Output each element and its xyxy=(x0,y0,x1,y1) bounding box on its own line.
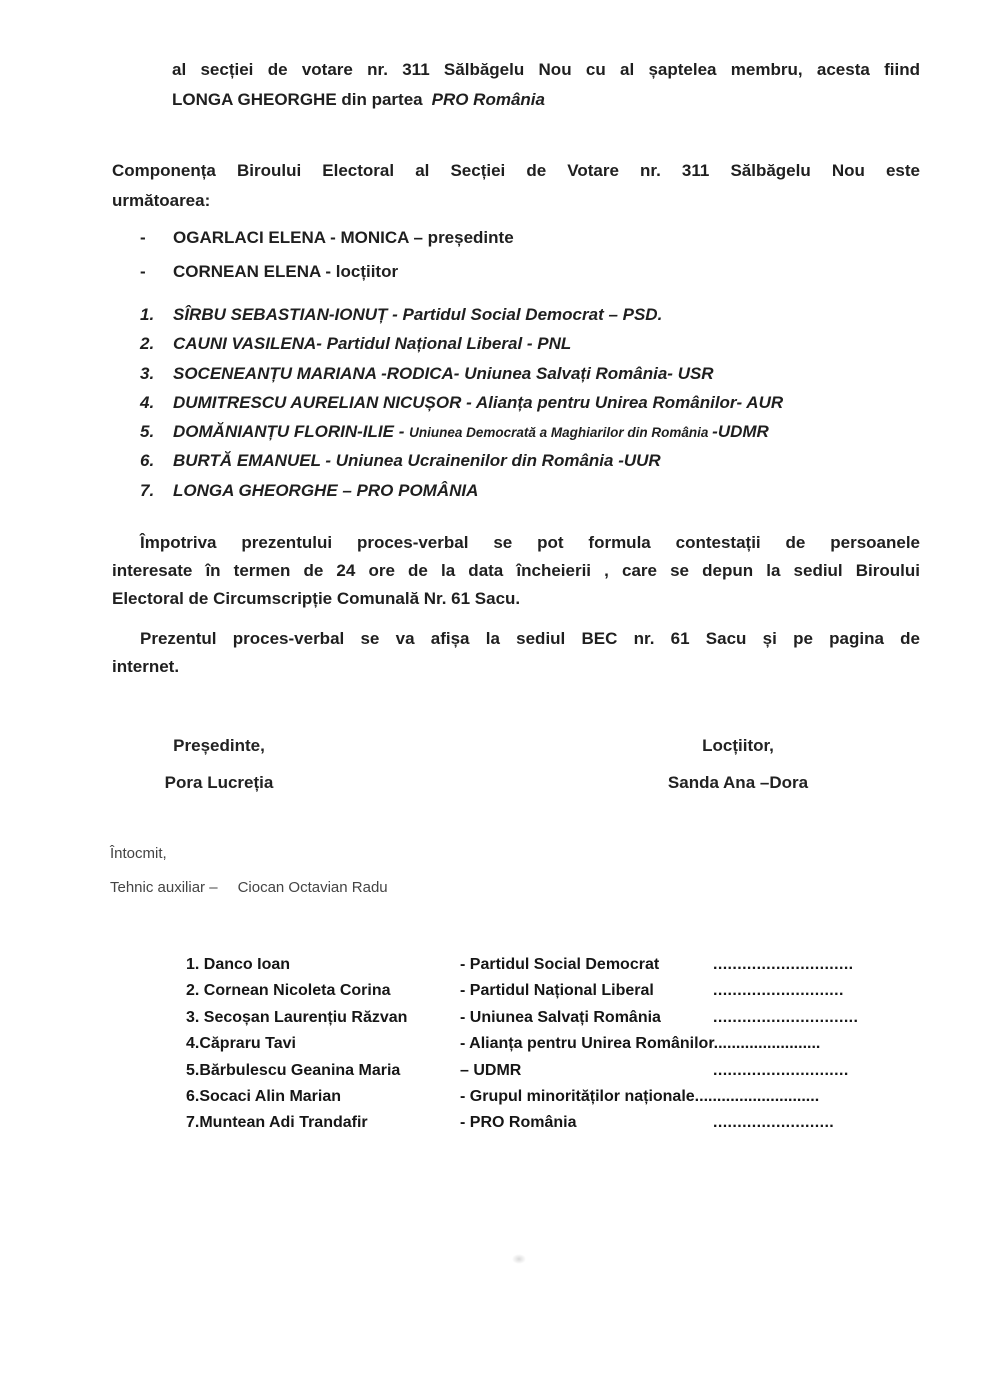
prepared-row xyxy=(110,879,388,896)
display-notice-line-2: internet. xyxy=(112,657,180,676)
attendee-row xyxy=(186,1110,890,1136)
attendee-row xyxy=(186,1058,890,1084)
intro-line-2 xyxy=(172,85,545,115)
member-number: 3. xyxy=(140,363,155,383)
member-text: DOMĂNIANȚU FLORIN-ILIE - xyxy=(173,422,410,442)
contestation-line-3: Electoral de Circumscripție Comunală Nr. 61 Sacu. xyxy=(112,589,521,608)
attendee-row xyxy=(186,952,890,978)
dash-bullet: - xyxy=(140,262,146,281)
official-row-president xyxy=(140,223,514,253)
official-text: OGARLACI ELENA - MONICA – președinte xyxy=(173,228,514,247)
signature-dots: ......................... xyxy=(713,1114,835,1132)
member-row xyxy=(140,301,950,330)
composition-heading-line-1: Componența Biroului Electoral al Secției de Votare nr. 311 Sălbăgelu Nou este xyxy=(112,161,920,180)
attendees-list xyxy=(186,952,890,1137)
contestation-line-2: interesate în termen de 24 ore de la data încheierii , care se depun la sediul Biroului xyxy=(112,561,920,580)
deputy-name: Sanda Ana –Dora xyxy=(667,773,809,792)
signature-dots: ........................... xyxy=(713,982,844,1000)
member-text: SOCENEANȚU MARIANA -RODICA- Uniunea Salvați România- USR xyxy=(173,363,714,383)
member-text: BURTĂ EMANUEL - Uniunea Ucrainenilor din România -UUR xyxy=(173,451,661,471)
scan-smudge-artifact xyxy=(512,1254,526,1264)
attendee-party: - PRO România xyxy=(460,1114,577,1132)
member-row xyxy=(140,330,950,359)
official-text: CORNEAN ELENA - locțiitor xyxy=(173,262,399,281)
member-row xyxy=(140,418,950,447)
members-list xyxy=(140,301,950,506)
attendee-name: 4.Căpraru Tavi xyxy=(186,1035,296,1053)
attendee-name: 1. Danco Ioan xyxy=(186,956,291,973)
contestation-line-1: Împotriva prezentului proces-verbal se pot formula contestații de persoanele xyxy=(140,533,920,552)
intro-line-1: al secției de votare nr. 311 Sălbăgelu Nou cu al șaptelea membru, acesta fiind xyxy=(172,60,920,79)
attendee-name: 3. Secoșan Laurențiu Răzvan xyxy=(186,1008,408,1026)
attendee-party: - Partidul Național Liberal xyxy=(460,982,654,1000)
member-text: LONGA GHEORGHE – PRO POMÂNIA xyxy=(173,480,479,500)
deputy-title: Locțiitor, xyxy=(702,736,774,755)
prepared-role: Tehnic auxiliar – xyxy=(110,879,218,896)
member-number: 4. xyxy=(140,392,155,412)
president-title: Președinte, xyxy=(173,736,265,755)
attendee-name: 2. Cornean Nicoleta Corina xyxy=(186,982,391,1000)
prepared-heading: Întocmit, xyxy=(110,845,167,862)
attendee-name: 5.Bărbulescu Geanina Maria xyxy=(186,1061,401,1079)
attendee-row xyxy=(186,1005,890,1031)
pro-romania-italic: PRO România xyxy=(431,90,545,109)
dash-bullet: - xyxy=(140,228,146,247)
member-text: SÎRBU SEBASTIAN-IONUȚ - Partidul Social Democrat – PSD. xyxy=(173,305,663,324)
member-text: CAUNI VASILENA- Partidul Național Liberal - PNL xyxy=(173,334,572,354)
signature-dots: ............................ xyxy=(713,1061,849,1079)
member-number: 6. xyxy=(140,451,155,471)
member-number: 1. xyxy=(140,305,155,324)
member-row xyxy=(140,389,950,418)
attendee-name: 6.Socaci Alin Marian xyxy=(186,1087,342,1105)
attendee-party: - Alianța pentru Unirea Românilor........................ xyxy=(460,1035,821,1053)
signature-dots: .............................. xyxy=(713,1008,859,1026)
member-number: 7. xyxy=(140,480,155,500)
attendee-party: - Partidul Social Democrat xyxy=(460,956,660,973)
attendee-row xyxy=(186,1084,890,1110)
attendee-row xyxy=(186,1031,890,1057)
intro-line-2-text: LONGA GHEORGHE din partea xyxy=(172,90,423,109)
member-party-small: Uniunea Democrată a Maghiarilor din România xyxy=(409,425,713,441)
member-number: 5. xyxy=(140,422,155,442)
attendee-party: - Grupul minorităților naționale............................ xyxy=(460,1087,820,1105)
display-notice-line-1: Prezentul proces-verbal se va afișa la sediul BEC nr. 61 Sacu și pe pagina de xyxy=(140,629,920,648)
official-row-deputy xyxy=(140,257,398,287)
member-row xyxy=(140,477,950,506)
attendee-party: – UDMR xyxy=(460,1061,522,1079)
member-row xyxy=(140,360,950,389)
member-text-tail: -UDMR xyxy=(712,422,769,442)
composition-heading-line-2: următoarea: xyxy=(112,191,211,210)
president-name: Pora Lucreția xyxy=(164,773,274,792)
member-text: DUMITRESCU AURELIAN NICUȘOR - Alianța pentru Unirea Românilor- AUR xyxy=(173,392,784,412)
attendee-name: 7.Muntean Adi Trandafir xyxy=(186,1114,368,1132)
attendee-row xyxy=(186,978,890,1004)
member-row xyxy=(140,447,950,476)
signature-dots: ............................. xyxy=(713,956,854,973)
prepared-name: Ciocan Octavian Radu xyxy=(237,879,388,896)
member-number: 2. xyxy=(140,334,155,354)
attendee-party: - Uniunea Salvați România xyxy=(460,1008,661,1026)
